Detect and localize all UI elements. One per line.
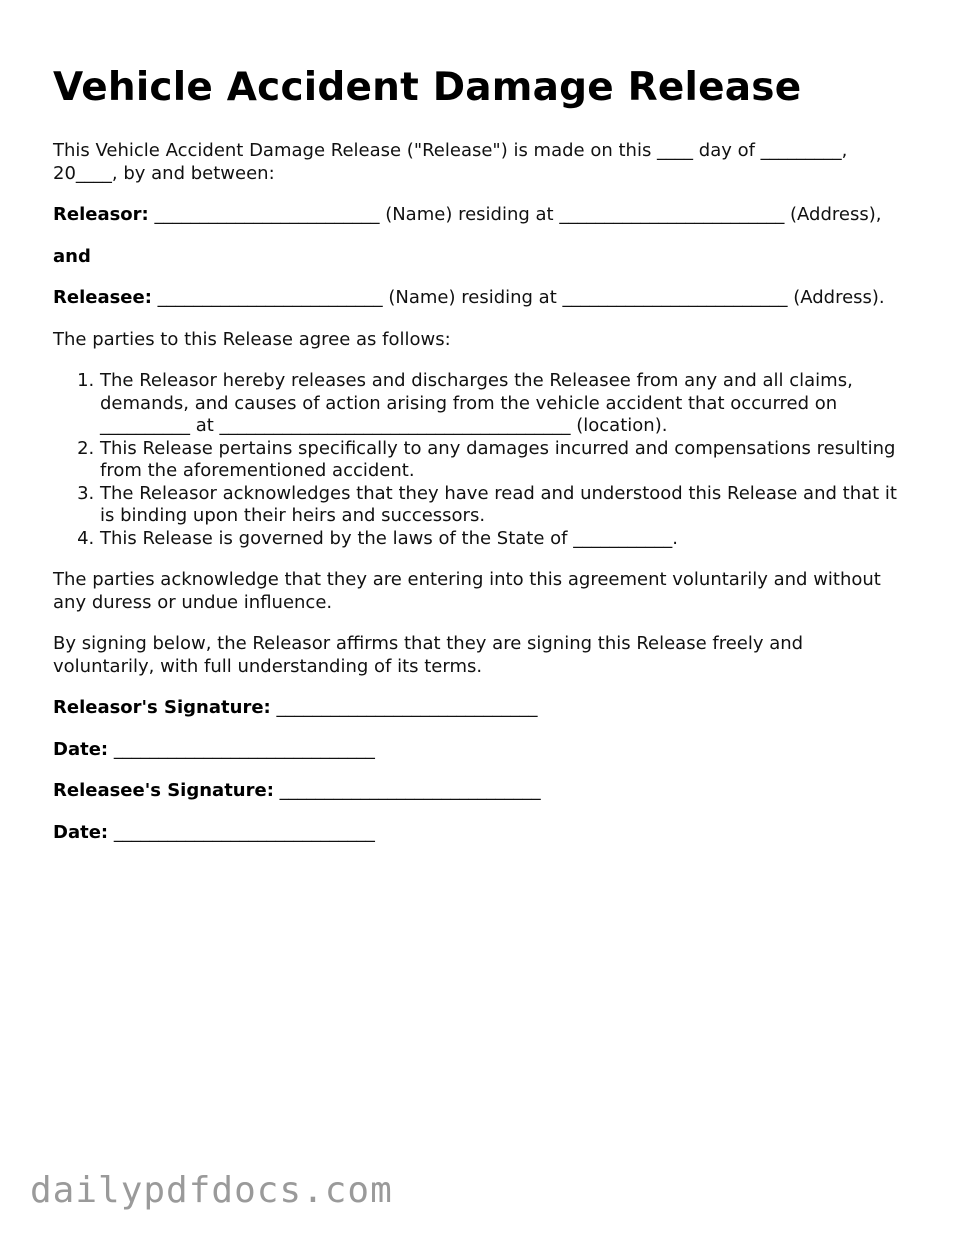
intro-paragraph: This Vehicle Accident Damage Release ("Release") is made on this ____ day of _________, 20____, by and between: xyxy=(53,140,848,184)
and-paragraph xyxy=(53,246,903,269)
releasee-label: Releasee: xyxy=(53,287,152,308)
agree-paragraph: The parties to this Release agree as follows: xyxy=(53,328,451,350)
releasor-signature-blank: _____________________________ xyxy=(270,697,538,718)
term-item: 1. The Releasor hereby releases and discharges the Releasee from any and all claims, demands, and causes of action arising from the vehicle accident that occurred on __________ at _______________________________________ (location). xyxy=(100,370,903,438)
releasor-fields: _________________________ (Name) residing at _________________________ (Address), xyxy=(148,204,882,225)
and-label: and xyxy=(53,245,91,267)
acknowledge-paragraph: The parties acknowledge that they are entering into this agreement voluntarily and without any duress or undue influence. xyxy=(53,569,881,613)
releasee-fields: _________________________ (Name) residing at _________________________ (Address). xyxy=(151,287,885,308)
document-page xyxy=(53,62,903,863)
releasee-signature-line xyxy=(53,780,903,803)
watermark: dailypdfdocs.com xyxy=(30,1170,393,1211)
releasee-date-label: Date: xyxy=(53,821,109,843)
releasor-paragraph xyxy=(53,204,903,227)
releasor-signature-label: Releasor's Signature: xyxy=(53,697,271,718)
signature-block xyxy=(53,697,903,844)
releasor-signature-line xyxy=(53,697,903,720)
term-item: 2. This Release pertains specifically to any damages incurred and compensations resulting from the aforementioned accident. xyxy=(100,438,903,483)
term-item: 3. The Releasor acknowledges that they have read and understood this Release and that it is binding upon their heirs and successors. xyxy=(100,483,903,528)
releasor-date-blank: _____________________________ xyxy=(108,738,375,760)
releasor-date-line xyxy=(53,739,903,762)
releasee-date-line xyxy=(53,822,903,845)
term-item: 4. This Release is governed by the laws of the State of ___________. xyxy=(100,528,903,551)
releasor-label: Releasor: xyxy=(53,204,149,225)
releasee-signature-blank: _____________________________ xyxy=(273,780,541,801)
releasee-paragraph xyxy=(53,287,903,310)
releasor-date-label: Date: xyxy=(53,738,109,760)
releasee-date-blank: _____________________________ xyxy=(108,821,375,843)
affirm-paragraph: By signing below, the Releasor affirms that they are signing this Release freely and voluntarily, with full understanding of its terms. xyxy=(53,633,804,677)
document-title: Vehicle Accident Damage Release xyxy=(53,65,802,110)
terms-list xyxy=(53,370,903,550)
releasee-signature-label: Releasee's Signature: xyxy=(53,780,274,801)
